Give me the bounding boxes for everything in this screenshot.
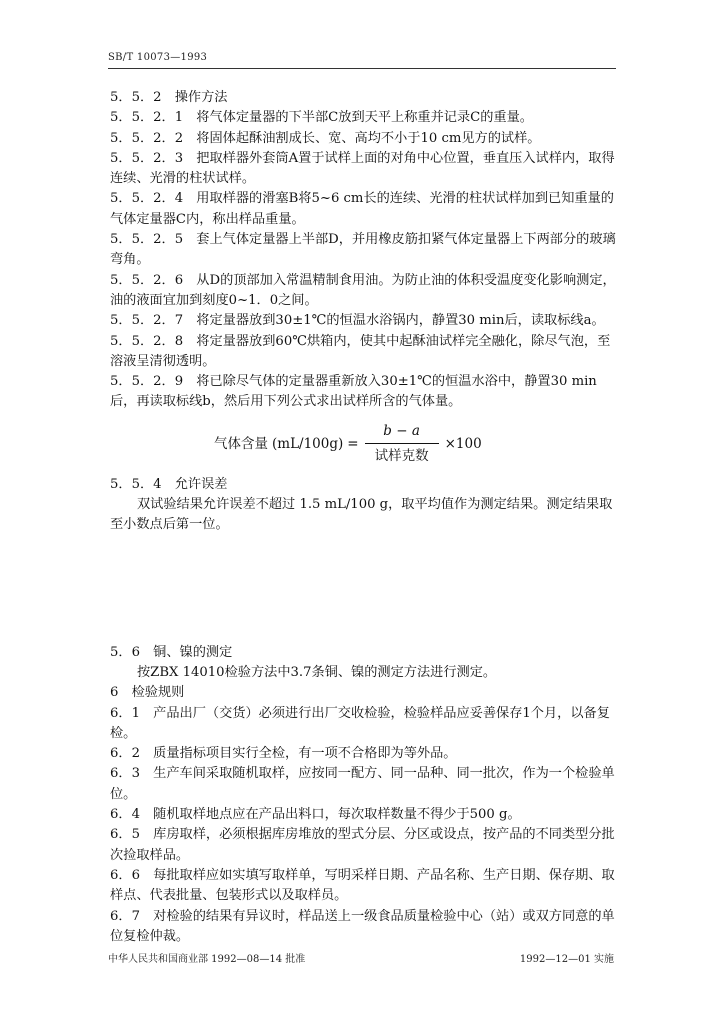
blank-space [110, 536, 620, 643]
document-body [110, 88, 620, 947]
formula-numerator: b − a [383, 422, 420, 439]
paragraph: 6．6 每批取样应如实填写取样单，写明采样日期、产品名称、生产日期、保存期、取样点、代表批量、包装形式以及取样员。 [110, 867, 615, 904]
header-rule [108, 68, 616, 69]
section-inspection-rules [110, 643, 620, 947]
effective-date: 1992—12—01 实施 [519, 954, 614, 965]
paragraph: 6．4 随机取样地点应在产品出料口，每次取样数量不得少于500 g。 [110, 807, 521, 823]
paragraph: 6．3 生产车间采取随机取样，应按同一配方、同一品种、同一批次，作为一个检验单位。 [110, 766, 615, 802]
formula-equals: = [347, 435, 359, 452]
clause-5-5-2-7: 5．5．2．7 将定量器放到30±1℃的恒温水浴锅内，静置30 min后，读取标线a。 [110, 313, 605, 329]
document-code: SB/T 10073—1993 [108, 52, 208, 63]
gas-content-formula [214, 419, 620, 469]
paragraph: 6 检验规则 [110, 685, 185, 701]
formula-denominator: 试样克数 [374, 448, 429, 465]
heading-5-5-2: 5．5．2 操作方法 [110, 90, 228, 105]
clause-5-5-2-6: 5．5．2．6 从D的顶部加入常温精制食用油。为防止油的体积受温度变化影响测定，油的液面宜加到刻度0~1．0之间。 [110, 272, 616, 308]
paragraph: 6．5 库房取样，必须根据库房堆放的型式分层、分区或设点，按产品的不同类型分批次捡取样品。 [110, 827, 615, 863]
formula-fraction [365, 421, 439, 467]
clause-5-5-2-9: 5．5．2．9 将已除尽气体的定量器重新放入30±1℃的恒温水浴中，静置30 min后，再读取标线b，然后用下列公式求出试样所含的气体量。 [110, 374, 597, 410]
paragraph: 6．2 质量指标项目实行全检，有一项不合格即为等外品。 [110, 746, 457, 762]
clause-5-5-2-3: 5．5．2．3 把取样器外套筒A置于试样上面的对角中心位置，垂直压入试样内，取得连续、光滑的柱状试样。 [110, 150, 615, 187]
clause-5-5-2-4: 5．5．2．4 用取样器的滑塞B将5~6 cm长的连续、光滑的柱状试样加到已知重量的气体定量器C内，称出样品重量。 [110, 191, 614, 227]
approval-line: 中华人民共和国商业部 1992—08—14 批准 [108, 954, 306, 965]
clause-5-5-2-8: 5．5．2．8 将定量器放到60℃烘箱内，使其中起酥油试样完全融化，除尽气泡，至溶液呈清彻透明。 [110, 333, 611, 369]
formula-multiplier: ×100 [444, 435, 482, 452]
section-allowable-error [110, 475, 620, 536]
paragraph: 双试验结果允许误差不超过 1.5 mL/100 g，取平均值作为测定结果。测定结果取至小数点后第一位。 [110, 497, 613, 533]
paragraph: 5．5．4 允许误差 [110, 476, 228, 492]
clause-5-5-2-5: 5．5．2．5 套上气体定量器上半部D，并用橡皮筋扣紧气体定量器上下两部分的玻璃弯角。 [110, 232, 616, 268]
paragraph: 6．1 产品出厂（交货）必须进行出厂交收检验，检验样品应妥善保存1个月，以备复检。 [110, 705, 610, 741]
paragraph: 按ZBX 14010检验方法中3.7条铜、镍的测定方法进行测定。 [137, 664, 497, 680]
formula-unit: (mL/100g) [272, 435, 344, 452]
paragraph: 6．7 对检验的结果有异议时，样品送上一级食品质量检验中心（站）或双方同意的单位复检仲裁。 [110, 908, 615, 944]
clause-5-5-2-1: 5．5．2．1 将气体定量器的下半部C放到天平上称重并记录C的重量。 [110, 110, 533, 126]
paragraph: 5．6 铜、镍的测定 [110, 644, 233, 660]
formula-label: 气体含量 [214, 435, 268, 452]
clause-5-5-2-2: 5．5．2．2 将固体起酥油割成长、宽、高均不小于10 cm见方的试样。 [110, 130, 541, 146]
